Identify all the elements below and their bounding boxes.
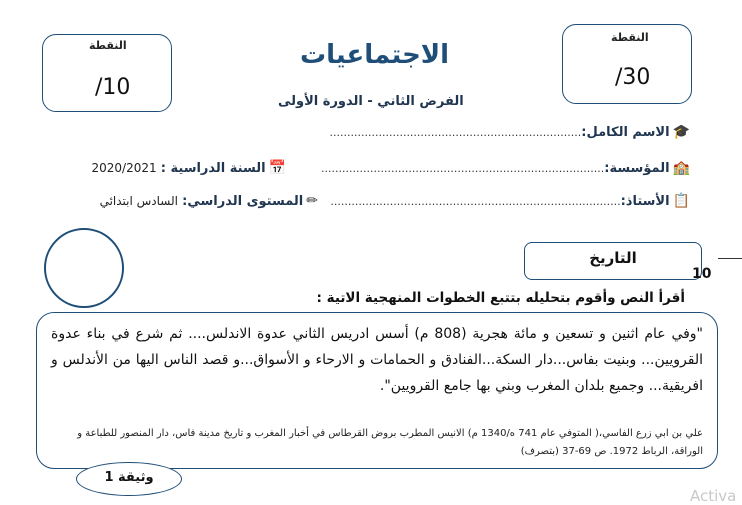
level-label: المستوى الدراسي: xyxy=(182,194,304,209)
pencil-ruler-icon: ✏ xyxy=(306,193,318,209)
section-points: 10 xyxy=(692,266,712,282)
name-field[interactable]: ........................................................................ xyxy=(329,126,582,139)
activation-watermark: Activa xyxy=(690,487,737,505)
name-label: الاسم الكامل: xyxy=(581,125,670,140)
name-row xyxy=(330,124,690,140)
page-subtitle: الفرض الثاني - الدورة الأولى xyxy=(278,94,464,109)
institution-field[interactable]: ................................................................................. xyxy=(321,162,605,175)
calendar-icon: 📅 xyxy=(268,160,286,176)
year-label: السنة الدراسية : xyxy=(160,161,266,176)
instruction-text: أقرأ النص وأقوم بتحليله بتتبع الخطوات المنهجية الاتية : xyxy=(316,290,685,306)
year-value: 2020/2021 xyxy=(91,161,157,175)
document-citation: علي بن ابي زرع الفاسي،( المتوفي عام 741 ه/1340 م) الانيس المطرب بروض القرطاس في أخبار المغرب و تاريخ مدينة فاس، دار المنصور للطباعة و الوراقة، الرباط 1972. ص 69-37 (بتصرف) xyxy=(77,428,703,457)
document-label-oval xyxy=(76,462,182,496)
divider-line xyxy=(718,258,742,259)
grade-circle xyxy=(44,228,124,308)
institution-label: المؤسسة: xyxy=(604,161,670,176)
score-value-right: /30 xyxy=(615,65,651,90)
document-quote: "وفي عام اثنين و تسعين و مائة هجرية (808 م) أسس ادريس الثاني عدوة الاندلس.... ثم شرع في بناء عدوة القرويين... وبنيت بفاس...دار السكة...الفنادق و الحمامات و الارحاء و الأسواق...و قصد الناس اليها من الأندلس و افريقية... وجميع بلدان المغرب وبني بها جامع القرويين". xyxy=(51,326,703,394)
teacher-field[interactable]: ................................................................................... xyxy=(330,195,621,208)
score-value-left: /10 xyxy=(95,75,131,100)
teacher-label: الأستاذ: xyxy=(620,194,670,209)
institution-row xyxy=(321,160,690,176)
level-value: السادس ابتدائي xyxy=(99,194,179,208)
score-label-right: النقطة xyxy=(611,31,649,44)
score-label-left: النقطة xyxy=(89,39,127,52)
document-label: وثيقة 1 xyxy=(104,470,154,485)
score-box-left xyxy=(42,34,172,112)
teacher-board-icon: 📋 xyxy=(672,193,690,209)
score-box-right xyxy=(562,24,692,104)
school-building-icon: 🏫 xyxy=(672,160,690,176)
page-title: الاجتماعيات xyxy=(300,40,450,70)
document-box xyxy=(36,312,718,469)
section-title-box xyxy=(524,242,702,280)
year-row xyxy=(92,160,286,176)
graduation-cap-icon: 🎓 xyxy=(672,124,690,140)
teacher-row xyxy=(330,193,690,209)
section-title: التاريخ xyxy=(589,249,637,267)
level-row xyxy=(100,193,318,209)
